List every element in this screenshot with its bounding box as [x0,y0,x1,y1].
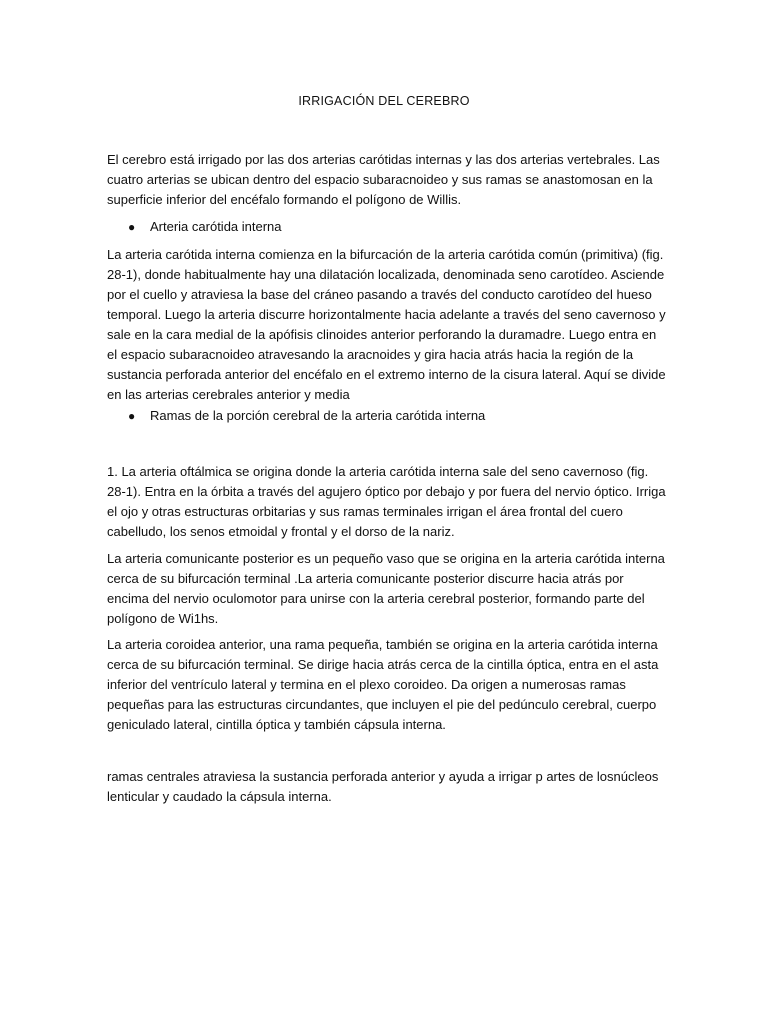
intro-paragraph: El cerebro está irrigado por las dos arterias carótidas internas y las dos arterias vertebrales. Las cuatro arterias se ubican dentro del espacio subaracnoideo y sus ramas se anastomosan en la superficie inferior del encéfalo formando el polígono de Willis. [107,152,660,207]
bullet-dot-icon: ● [128,220,136,234]
document-title: IRRIGACIÓN DEL CEREBRO [298,94,470,108]
carotid-paragraph: La arteria carótida interna comienza en la bifurcación de la arteria carótida común (primitiva) (fig. 28-1), donde habitualmente hay una dilatación localizada, denominada seno carotídeo. Asciende por el cuello y atraviesa la base del cráneo pasando a través del conducto carotídeo del hueso temporal. Luego la arteria discurre horizontalmente hacia adelante a través del seno cavernoso y sale en la cara medial de la apófisis clinoides anterior perforando la duramadre. Luego entra en el espacio subaracnoideo atravesando la aracnoides y gira hacia atrás hacia la región de la sustancia perforada anterior del encéfalo en el extremo interno de la cisura lateral. Aquí se divide en las arterias cerebrales anterior y media [107,247,666,402]
posterior-communicating-paragraph: La arteria comunicante posterior es un pequeño vaso que se origina en la arteria carótida interna cerca de su bifurcación terminal .La arteria comunicante posterior discurre hacia atrás por encima del nervio oculomotor para unirse con la arteria cerebral posterior, formando parte del polígono de Wi1hs. [107,551,665,626]
ophthalmic-paragraph: 1. La arteria oftálmica se origina donde la arteria carótida interna sale del seno cavernoso (fig. 28-1). Entra en la órbita a través del agujero óptico por debajo y por fuera del nervio óptico. Irriga el ojo y otras estructuras orbitarias y sus ramas terminales irrigan el área frontal del cuero cabelludo, los senos etmoidal y frontal y el dorso de la nariz. [107,464,666,539]
bullet-carotid [128,217,282,237]
bullet-dot-icon: ● [128,409,136,423]
central-branches-paragraph: ramas centrales atraviesa la sustancia perforada anterior y ayuda a irrigar p artes de losnúcleos lenticular y caudado la cápsula interna. [107,769,659,804]
bullet-branches [128,406,485,426]
bullet-carotid-label: Arteria carótida interna [150,219,282,234]
anterior-choroidal-paragraph: La arteria coroidea anterior, una rama pequeña, también se origina en la arteria carótida interna cerca de su bifurcación terminal. Se dirige hacia atrás cerca de la cintilla óptica, entra en el asta inferior del ventrículo lateral y termina en el plexo coroideo. Da origen a numerosas ramas pequeñas para las estructuras circundantes, que incluyen el pie del pedúnculo cerebral, cuerpo geniculado lateral, cintilla óptica y también cápsula interna. [107,637,659,732]
bullet-branches-label: Ramas de la porción cerebral de la arteria carótida interna [150,408,486,423]
